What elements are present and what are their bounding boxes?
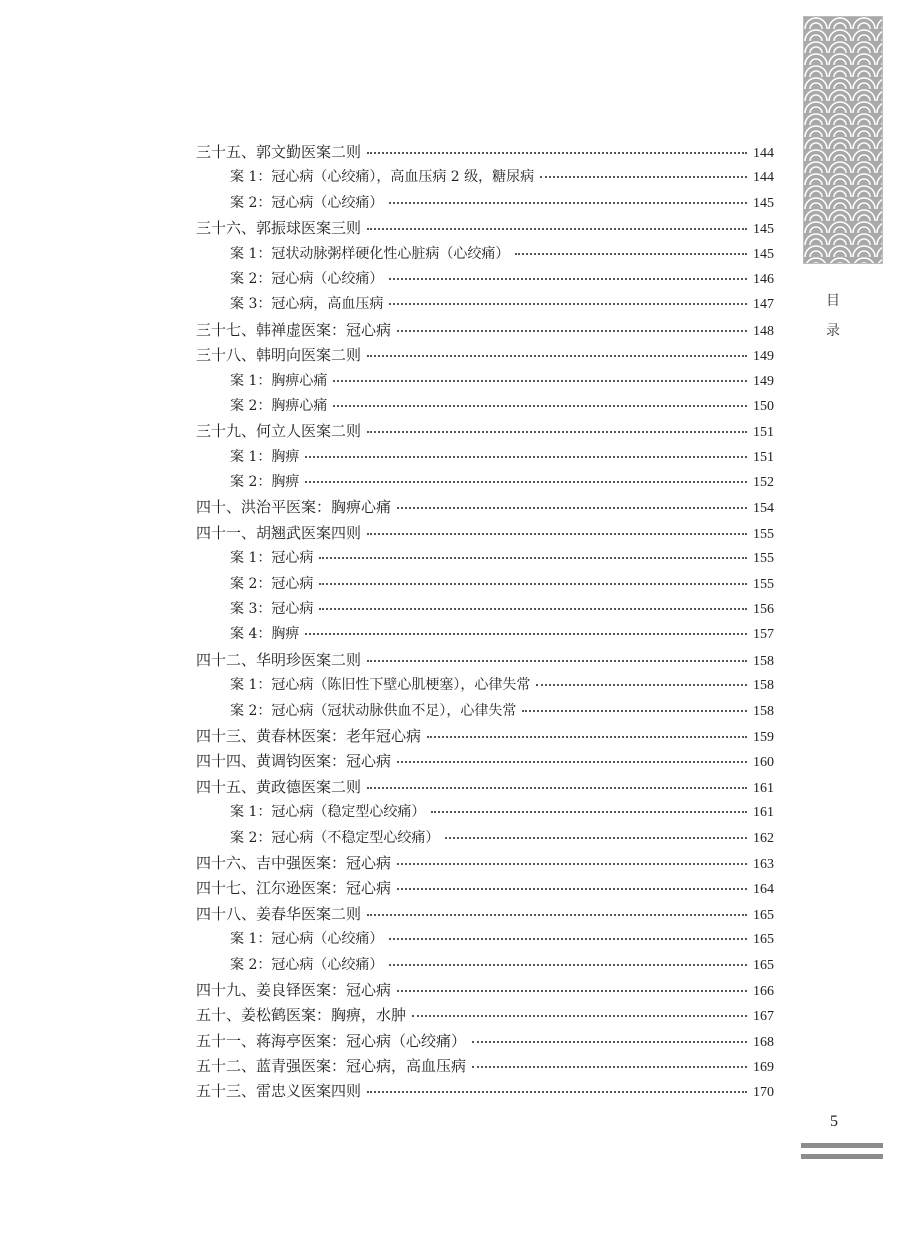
dot-leader (431, 799, 747, 814)
toc-entry[interactable] (196, 979, 774, 1004)
dot-leader (522, 697, 747, 712)
toc-entry[interactable] (196, 496, 774, 521)
toc-entry-title: 案 1：胸痹 (230, 448, 300, 465)
toc-entry-page: 166 (753, 983, 774, 999)
dot-leader (333, 367, 747, 382)
toc-entry-page: 148 (753, 323, 774, 339)
toc-subentry[interactable] (196, 268, 774, 293)
dot-leader (367, 342, 747, 358)
toc-subentry[interactable] (196, 395, 774, 420)
toc-entry-page: 158 (753, 653, 774, 669)
toc-entry-page: 159 (753, 729, 774, 745)
dot-leader (397, 316, 747, 332)
toc-subentry[interactable] (196, 801, 774, 826)
toc-entry-page: 161 (753, 780, 774, 796)
toc-entry-title: 案 1：冠心病（心绞痛） (230, 931, 384, 948)
toc-entry-title: 三十七、韩禅虚医案：冠心病 (196, 320, 392, 339)
toc-entry-title: 案 2：冠心病（心绞痛） (230, 270, 384, 287)
toc-subentry[interactable] (196, 243, 774, 268)
toc-entry-title: 案 1：冠心病 (230, 550, 314, 567)
dot-leader (397, 748, 747, 764)
dot-leader (367, 646, 747, 662)
toc-subentry[interactable] (196, 954, 774, 979)
dot-leader (536, 672, 747, 687)
dot-leader (367, 1078, 747, 1094)
toc-entry-page: 149 (753, 349, 774, 365)
toc-entry[interactable] (196, 319, 774, 344)
toc-entry-title: 四十九、姜良铎医案：冠心病 (196, 980, 392, 999)
toc-entry[interactable] (196, 750, 774, 775)
toc-entry-title: 三十六、郭振球医案三则 (196, 219, 362, 238)
toc-entry-page: 150 (753, 398, 774, 414)
toc-entry-title: 四十七、江尔逊医案：冠心病 (196, 879, 392, 898)
toc-entry-title: 五十、姜松鹤医案：胸痹，水肿 (196, 1006, 407, 1025)
toc-entry-page: 165 (753, 957, 774, 973)
toc-entry-page: 162 (753, 830, 774, 846)
dot-leader (389, 189, 747, 204)
toc-entry-page: 152 (753, 475, 774, 491)
dot-leader (389, 265, 747, 280)
toc-entry-page: 149 (753, 373, 774, 389)
toc-entry-title: 案 1：冠心病（稳定型心绞痛） (230, 804, 426, 821)
toc-entry-title: 四十四、黄调钧医案：冠心病 (196, 752, 392, 771)
toc-subentry[interactable] (196, 446, 774, 471)
toc-entry-title: 案 2：冠心病 (230, 575, 314, 592)
toc-entry-title: 案 1：冠状动脉粥样硬化性心脏病（心绞痛） (230, 245, 510, 262)
toc-entry-title: 案 2：冠心病（冠状动脉供血不足），心律失常 (230, 702, 517, 719)
toc-subentry[interactable] (196, 293, 774, 318)
dot-leader (540, 164, 747, 179)
toc-entry-title: 四十三、黄春林医案：老年冠心病 (196, 726, 422, 745)
footer-bar-bottom (801, 1154, 883, 1159)
toc-entry-page: 144 (753, 170, 774, 186)
dot-leader (389, 291, 747, 306)
dot-leader (472, 1027, 747, 1043)
toc-entry-title: 三十九、何立人医案二则 (196, 422, 362, 441)
toc-entry-title: 案 1：胸痹心痛 (230, 372, 328, 389)
dot-leader (319, 545, 747, 560)
toc-entry-page: 170 (753, 1085, 774, 1101)
toc-subentry[interactable] (196, 166, 774, 191)
toc-entry-page: 164 (753, 882, 774, 898)
toc-entry-page: 157 (753, 627, 774, 643)
toc-entry-title: 案 4：胸痹 (230, 626, 300, 643)
dot-leader (397, 849, 747, 865)
toc-entry-page: 144 (753, 146, 774, 161)
toc-entry-page: 165 (753, 907, 774, 923)
toc-subentry[interactable] (196, 598, 774, 623)
toc-entry-title: 案 1：冠心病（陈旧性下壁心肌梗塞），心律失常 (230, 677, 531, 694)
toc-entry-title: 四十八、姜春华医案二则 (196, 904, 362, 923)
toc-entry-page: 156 (753, 602, 774, 618)
toc-entry-page: 151 (753, 425, 774, 441)
toc-subentry[interactable] (196, 471, 774, 496)
footer-bar-top (801, 1143, 883, 1148)
dot-leader (305, 621, 747, 636)
toc-entry-page: 167 (753, 1009, 774, 1025)
dot-leader (367, 139, 747, 155)
dot-leader (389, 926, 747, 941)
toc-entry[interactable] (196, 725, 774, 750)
toc-entry-page: 155 (753, 551, 774, 567)
toc-entry-title: 五十二、蓝青强医案：冠心病，高血压病 (196, 1057, 467, 1076)
toc-entry[interactable] (196, 141, 774, 166)
dot-leader (427, 722, 747, 738)
dot-leader (367, 215, 747, 231)
toc-entry-page: 158 (753, 703, 774, 719)
toc-entry-title: 四十、洪治平医案：胸痹心痛 (196, 498, 392, 517)
wave-pattern-decoration (803, 16, 883, 264)
dot-leader (397, 494, 747, 510)
dot-leader (367, 900, 747, 916)
toc-entry[interactable] (196, 344, 774, 369)
dot-leader (397, 875, 747, 891)
dot-leader (305, 443, 747, 458)
toc-subentry[interactable] (196, 547, 774, 572)
toc-entry-title: 四十五、黄政德医案二则 (196, 777, 362, 796)
toc-subentry[interactable] (196, 370, 774, 395)
toc-entry-page: 158 (753, 678, 774, 694)
toc-entry[interactable] (196, 852, 774, 877)
toc-entry-title: 案 2：胸痹心痛 (230, 397, 328, 414)
dot-leader (412, 1002, 747, 1018)
page-number: 5 (830, 1113, 838, 1130)
toc-entry[interactable] (196, 420, 774, 445)
table-of-contents (196, 141, 774, 1106)
toc-entry-page: 155 (753, 576, 774, 592)
toc-subentry[interactable] (196, 623, 774, 648)
toc-entry-page: 165 (753, 932, 774, 948)
side-section-label: 目录 (826, 293, 840, 339)
toc-subentry[interactable] (196, 827, 774, 852)
dot-leader (397, 976, 747, 992)
toc-entry-title: 三十五、郭文勤医案二则 (196, 143, 362, 161)
toc-entry-title: 案 2：冠心病（心绞痛） (230, 194, 384, 211)
toc-entry-page: 145 (753, 222, 774, 238)
toc-entry-page: 147 (753, 297, 774, 313)
toc-entry-page: 168 (753, 1034, 774, 1050)
toc-entry-page: 154 (753, 501, 774, 517)
toc-entry-page: 169 (753, 1060, 774, 1076)
toc-entry-page: 163 (753, 856, 774, 872)
toc-entry-title: 三十八、韩明向医案二则 (196, 346, 362, 365)
toc-entry-page: 145 (753, 195, 774, 211)
dot-leader (333, 392, 747, 407)
toc-entry[interactable] (196, 877, 774, 902)
toc-entry-title: 案 2：冠心病（不稳定型心绞痛） (230, 829, 440, 846)
dot-leader (472, 1053, 747, 1069)
toc-entry[interactable] (196, 1055, 774, 1080)
toc-entry-page: 155 (753, 526, 774, 542)
toc-subentry[interactable] (196, 573, 774, 598)
toc-entry[interactable] (196, 649, 774, 674)
toc-entry[interactable] (196, 217, 774, 242)
toc-subentry[interactable] (196, 700, 774, 725)
toc-subentry[interactable] (196, 928, 774, 953)
dot-leader (445, 824, 747, 839)
toc-entry[interactable] (196, 1080, 774, 1105)
toc-entry-title: 四十一、胡翘武医案四则 (196, 523, 362, 542)
dot-leader (319, 595, 747, 610)
toc-entry-title: 四十六、吉中强医案：冠心病 (196, 853, 392, 872)
dot-leader (367, 418, 747, 434)
toc-entry[interactable] (196, 522, 774, 547)
toc-entry-title: 四十二、华明珍医案二则 (196, 650, 362, 669)
dot-leader (515, 240, 747, 255)
toc-entry-page: 146 (753, 271, 774, 287)
toc-entry[interactable] (196, 1030, 774, 1055)
toc-entry-title: 案 1：冠心病（心绞痛），高血压病 2 级，糖尿病 (230, 169, 535, 186)
toc-entry[interactable] (196, 903, 774, 928)
dot-leader (305, 468, 747, 483)
toc-subentry[interactable] (196, 192, 774, 217)
toc-entry-page: 151 (753, 449, 774, 465)
toc-subentry[interactable] (196, 674, 774, 699)
toc-entry-title: 案 2：冠心病（心绞痛） (230, 956, 384, 973)
toc-entry-title: 案 3：冠心病，高血压病 (230, 296, 384, 313)
toc-entry-page: 160 (753, 755, 774, 771)
toc-entry[interactable] (196, 776, 774, 801)
dot-leader (367, 519, 747, 535)
toc-entry-page: 145 (753, 246, 774, 262)
dot-leader (367, 773, 747, 789)
toc-entry-page: 161 (753, 805, 774, 821)
toc-entry-title: 五十三、雷忠义医案四则 (196, 1082, 362, 1101)
toc-entry[interactable] (196, 1004, 774, 1029)
dot-leader (319, 570, 747, 585)
toc-entry-title: 案 3：冠心病 (230, 601, 314, 618)
toc-entry-title: 案 2：胸痹 (230, 474, 300, 491)
toc-entry-title: 五十一、蒋海亭医案：冠心病（心绞痛） (196, 1031, 467, 1050)
dot-leader (389, 951, 747, 966)
